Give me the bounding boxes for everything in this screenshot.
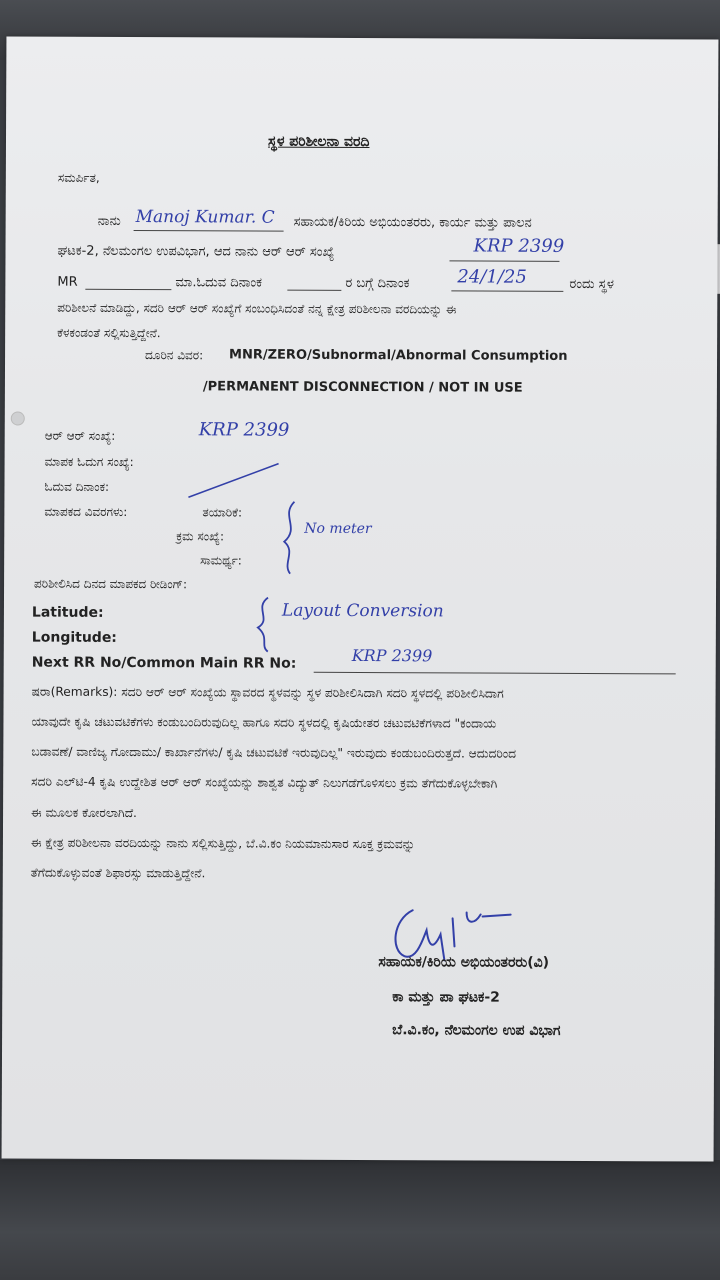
meter-details-label: ಮಾಪಕದ ವಿವರಗಳು: bbox=[44, 504, 128, 519]
remarks-line7: ತೆಗೆದುಕೊಳ್ಳುವಂತೆ ಶಿಫಾರಸ್ಸು ಮಾಡುತ್ತಿದ್ದೇನೆ. bbox=[30, 865, 206, 881]
remarks-line3: ಬಡಾವಣೆ/ ವಾಣಿಜ್ಯ ಗೋದಾಮು/ ಕಾರ್ಖಾನೆಗಳು/ ಕೃಷಿ ಚಟುವಟಿಕೆ ಇರುವುದಿಲ್ಲ" ಇರುವುದು ಕಂಡುಬಂದಿರುತ್ತದೆ. ಆದುದರಿಂದ bbox=[31, 744, 517, 761]
intro-line3-mid2: ರ ಬಗ್ಗೆ ದಿನಾಂಕ bbox=[345, 275, 410, 292]
complaint-line2: /PERMANENT DISCONNECTION / NOT IN USE bbox=[202, 379, 523, 396]
intro-line3-end: ರಂದು ಸ್ಥಳ bbox=[569, 276, 614, 293]
name-blank-line bbox=[134, 230, 284, 232]
inspection-date-handwritten: 24/1/25 bbox=[457, 266, 527, 288]
date-blank-line bbox=[287, 290, 341, 291]
intro-line3-mid: ಮಾ.ಓದುವ ದಿನಾಂಕ bbox=[175, 275, 263, 291]
intro-line1-text: ಸಹಾಯಕ/ಕಿರಿಯ ಅಭಿಯಂತರರು, ಕಾರ್ಯ ಮತ್ತು ಪಾಲನ bbox=[293, 214, 532, 231]
signature-designation: ಸಹಾಯಕ/ಕಿರಿಯ ಅಭಿಯಂತರರು(ವಿ) bbox=[378, 954, 550, 971]
signature-subdivision: ಬೆ.ವಿ.ಕಂ, ನೆಲಮಂಗಲ ಉಪ ವಿಭಾಗ bbox=[392, 1022, 561, 1039]
latitude-label: Latitude: bbox=[31, 604, 104, 621]
layout-conversion-handwritten: Layout Conversion bbox=[281, 600, 444, 622]
rr-number-handwritten: KRP 2399 bbox=[473, 235, 565, 257]
bracket-stroke-meter bbox=[274, 498, 314, 578]
intro-line4: ಪರಿಶೀಲನೆ ಮಾಡಿದ್ದು, ಸದರಿ ಆರ್ ಆರ್ ಸಂಖ್ಯೆಗೆ ಸಂಬಂಧಿಸಿದಂತೆ ನನ್ನ ಕ್ಷೇತ್ರ ಪರಿಶೀಲನಾ ವರದಿಯನ್ನು ಈ bbox=[57, 300, 457, 317]
meter-reading-label: ಪರಿಶೀಲಿಸಿದ ದಿನದ ಮಾಪಕದ ರೀಡಿಂಗ್: bbox=[34, 576, 188, 592]
reader-no-label: ಮಾಪಕ ಓದುಗ ಸಂಖ್ಯೆ: bbox=[44, 454, 134, 470]
serial-label: ಕ್ರಮ ಸಂಖ್ಯೆ: bbox=[176, 529, 225, 544]
remarks-line6: ಈ ಕ್ಷೇತ್ರ ಪರಿಶೀಲನಾ ವರದಿಯನ್ನು ನಾನು ಸಲ್ಲಿಸುತ್ತಿದ್ದು, ಬೆ.ವಿ.ಕಂ ನಿಯಮಾನುಸಾರ ಸೂಕ್ತ ಕ್ರಮವನ್ನು bbox=[30, 835, 416, 852]
officer-name-handwritten: Manoj Kumar. C bbox=[135, 207, 275, 228]
mr-label: MR bbox=[57, 274, 78, 290]
punch-hole bbox=[11, 411, 25, 425]
document-page bbox=[2, 36, 719, 1161]
intro-line2: ಘಟಕ-2, ನೆಲಮಂಗಲ ಉಪವಿಭಾಗ, ಆದ ನಾನು ಆರ್ ಆರ್ ಸಂಖ್ಯೆ bbox=[57, 243, 335, 260]
remarks-line5: ಈ ಮೂಲಕ ಕೋರಲಾಗಿದೆ. bbox=[31, 805, 137, 821]
no-meter-handwritten: No meter bbox=[304, 520, 372, 538]
page-title: ಸ್ಥಳ ಪರಿಶೀಲನಾ ವರದಿ bbox=[267, 133, 370, 151]
remarks-line1: ಷರಾ(Remarks): ಸದರಿ ಆರ್ ಆರ್ ಸಂಖ್ಯೆಯ ಸ್ಥಾವರದ ಸ್ಥಳವನ್ನು ಸ್ಥಳ ಪರಿಶೀಲಿಸಿದಾಗಿ ಸದರಿ ಸ್ಥಳದಲ್ಲಿ ಪರಿಶೀಲಿಸಿದಾಗ bbox=[31, 684, 504, 701]
rr-blank-line bbox=[449, 260, 559, 261]
intro-line5: ಕೆಳಕಂಡಂತೆ ಸಲ್ಲಿಸುತ್ತಿದ್ದೇನೆ. bbox=[57, 325, 161, 341]
next-rr-label: Next RR No/Common Main RR No: bbox=[31, 654, 297, 672]
next-rr-handwritten: KRP 2399 bbox=[351, 645, 433, 666]
complaint-prefix: ದೂರಿನ ವಿವರ: bbox=[145, 348, 204, 363]
longitude-label: Longitude: bbox=[31, 629, 117, 646]
next-rr-line bbox=[314, 672, 676, 675]
signature-unit: ಕಾ ಮತ್ತು ಪಾ ಘಟಕ-2 bbox=[392, 989, 500, 1006]
dash-stroke bbox=[184, 457, 284, 501]
complaint-line1: MNR/ZERO/Subnormal/Abnormal Consumption bbox=[229, 347, 568, 364]
make-label: ತಯಾರಿಕೆ: bbox=[202, 505, 243, 520]
remarks-line4: ಸದರಿ ಎಲ್‌ಟಿ-4 ಕೃಷಿ ಉದ್ದೇಶಿತ ಆರ್ ಆರ್ ಸಂಖ್ಯೆಯನ್ನು ಶಾಶ್ವತ ವಿದ್ಯುತ್ ನಿಲುಗಡೆಗೊಳಿಸಲು ಕ್ರಮ ತೆಗೆದುಕೊಳ್ಳಬೇಕಾಗಿ bbox=[31, 774, 498, 791]
intro-prefix: ನಾನು bbox=[97, 213, 121, 229]
bracket-stroke-location bbox=[250, 594, 280, 654]
rr-no-label: ಆರ್ ಆರ್ ಸಂಖ್ಯೆ: bbox=[44, 428, 116, 443]
capacity-label: ಸಾಮರ್ಥ್ಯ: bbox=[200, 553, 242, 568]
rr-no-handwritten: KRP 2399 bbox=[198, 419, 290, 441]
salutation: ಸಮರ್ಪಿತ, bbox=[57, 170, 100, 185]
inspection-date-line bbox=[451, 290, 563, 291]
background-bottom bbox=[0, 1160, 720, 1280]
mr-blank-line bbox=[85, 289, 171, 290]
reading-date-label: ಓದುವ ದಿನಾಂಕ: bbox=[44, 479, 110, 494]
remarks-line2: ಯಾವುದೇ ಕೃಷಿ ಚಟುವಟಿಕೆಗಳು ಕಂಡುಬಂದಿರುವುದಿಲ್ಲ ಹಾಗೂ ಸದರಿ ಸ್ಥಳದಲ್ಲಿ ಕೃಷಿಯೇತರ ಚಟುವಟಿಕೆಗಳಾದ "ಕಂದಾಯ bbox=[31, 714, 497, 731]
